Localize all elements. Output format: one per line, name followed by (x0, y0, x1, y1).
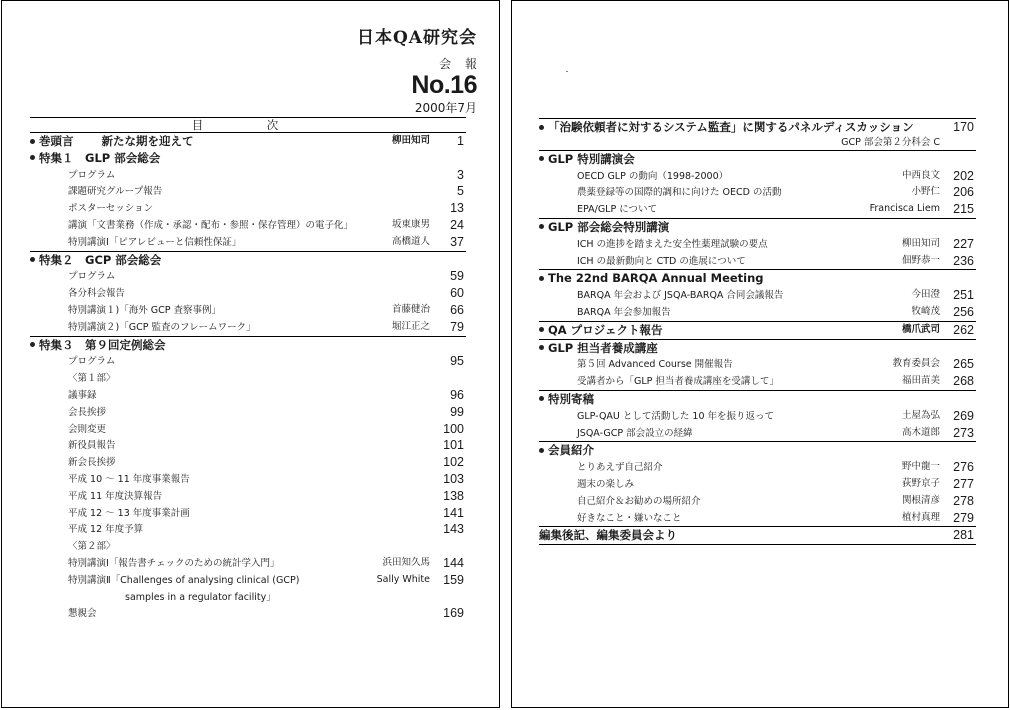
toc-entry-title (30, 489, 162, 506)
toc-entry-title (539, 202, 657, 219)
toc-entry-row (539, 476, 976, 493)
toc-entry-author: 浜田知久馬 (382, 556, 430, 568)
toc-entry-page: 273 (953, 425, 974, 440)
toc-entry-author: 中西良文 (901, 169, 940, 181)
toc-section-row (30, 150, 466, 167)
toc-entry-page: 170 (953, 120, 974, 134)
bullet-icon (539, 156, 544, 161)
toc-entry-row (539, 253, 976, 271)
issue-number: No.16 (411, 71, 477, 99)
toc-entry-page: 5 (457, 184, 464, 199)
toc-entry-title (539, 442, 594, 459)
toc-entry-title-text: JSQA-GCP 部会設立の経緯 (577, 427, 693, 439)
toc-entry-title-text: GLP 特別講演会 (548, 151, 635, 166)
toc-entry-title (539, 374, 779, 391)
toc-entry-title-text: とりあえず自己紹介 (577, 462, 663, 474)
toc-entry-title-text: 農薬登録等の国際的調和に向けた OECD の活動 (577, 187, 782, 199)
toc-entry-row (30, 589, 466, 606)
toc-entry-author: 教育委員会 (892, 358, 940, 370)
toc-entry-title-text: 新役員報告 (68, 440, 116, 452)
toc-entry-title-text: OECD GLP の動向（1998-2000） (577, 170, 729, 182)
toc-entry-title (30, 201, 153, 218)
toc-entry-row (30, 521, 466, 538)
toc-entry-page: 13 (450, 201, 464, 216)
toc-entry-subtitle: 新たな期を迎えて (101, 134, 194, 148)
toc-entry-author: 荻野京子 (901, 477, 940, 489)
toc-entry-title (30, 422, 106, 439)
toc-entry-page: 59 (450, 269, 464, 284)
toc-entry-page: 276 (953, 460, 974, 475)
toc-entry-author: 今田澄 (911, 289, 940, 301)
toc-entry-row (30, 167, 466, 184)
toc-entry-page: 236 (953, 253, 974, 268)
toc-entry-title (539, 237, 768, 254)
toc-entry-title-text: samples in a regulator facility」 (125, 591, 276, 603)
toc-entry-row (30, 555, 466, 572)
toc-entry-page: 279 (953, 510, 974, 525)
toc-entry-row (30, 471, 466, 488)
toc-entry-author: 高橋道人 (391, 235, 430, 247)
toc-entry-page: 269 (953, 408, 974, 423)
toc-entry-title (539, 494, 701, 511)
organization-name: 日本QA研究会 (357, 28, 477, 48)
toc-entry-title (30, 286, 125, 303)
toc-entry-author: 牧崎茂 (911, 305, 940, 317)
toc-entry-title-text: 週末の楽しみ (577, 478, 635, 490)
toc-entry-title-text: プログラム (68, 169, 116, 181)
toc-entry-title-text: 巻頭言 (39, 134, 74, 148)
toc-entry-title (30, 269, 115, 286)
toc-entry-row (30, 404, 466, 421)
toc-entry-title (30, 455, 116, 472)
toc-entry-author: 福田苗美 (901, 375, 940, 387)
toc-entry-page: 281 (953, 528, 974, 543)
toc-entry-title-text: 好きなこと・嫌いなこと (577, 512, 682, 524)
toc-entry-row (539, 356, 976, 373)
toc-entry-title (30, 506, 190, 523)
publication-kind: 会 報 (439, 57, 482, 71)
toc-entry-page: 100 (443, 421, 464, 436)
toc-heading: 目 次 (30, 117, 466, 133)
toc-entry-row (539, 168, 976, 185)
toc-entry-row (30, 370, 466, 387)
toc-entry-page: 60 (450, 286, 464, 301)
bullet-icon (30, 257, 35, 262)
toc-entry-title (539, 185, 781, 202)
toc-entry-page: 143 (443, 522, 464, 537)
toc-entry-title (539, 169, 728, 186)
toc-entry-title-text: プログラム (68, 356, 116, 368)
toc-section-row (539, 340, 976, 357)
toc-entry-title-text: 平成 12 年度予算 (68, 524, 144, 536)
toc-entry-author: 関根清彦 (901, 494, 940, 506)
toc-entry-title-text: 会則変更 (68, 423, 107, 435)
toc-entry-title-text: BARQA 年会および JSQA-BARQA 合同会議報告 (577, 290, 784, 302)
toc-entry-row (30, 285, 466, 302)
toc-entry-author: GCP 部会第２分科会 C (841, 136, 940, 148)
toc-entry-title-text: 特集２ GCP 部会総会 (39, 252, 162, 267)
toc-entry-page: 66 (450, 302, 464, 317)
toc-entry-page: 256 (953, 304, 974, 319)
toc-entry-title-text: GLP 担当者養成講座 (548, 340, 658, 355)
toc-entry-title-text: 会員紹介 (548, 443, 594, 458)
toc-entry-title-text: 「治験依頼者に対するシステム監査」に関するパネルディスカッション (548, 120, 914, 134)
toc-entry-author: Francisca Liem (869, 203, 940, 215)
bullet-icon (30, 155, 35, 160)
toc-entry-title (30, 184, 162, 201)
toc-entry-row (539, 236, 976, 253)
toc-entry-row (30, 538, 466, 555)
toc-entry-title-text: 特別講演Ⅰ「報告書チェックのための統計学入門」 (68, 557, 280, 569)
toc-entry-title (539, 426, 693, 443)
toc-entry-title (539, 151, 635, 168)
toc-entry-page: 251 (953, 288, 974, 303)
toc-entry-row (539, 304, 976, 322)
toc-entry-title (539, 391, 594, 408)
toc-entry-page: 95 (450, 354, 464, 369)
toc-entry-title-text: 課題研究グループ報告 (68, 186, 163, 198)
bullet-icon (30, 139, 35, 144)
toc-entry-row (539, 287, 976, 304)
toc-section-row (539, 270, 976, 287)
toc-entry-title (30, 320, 256, 337)
toc-entry-author: 野中龍一 (901, 461, 940, 473)
toc-entry-title-text: 第５回 Advanced Course 開催報告 (577, 359, 733, 371)
toc-entry-row (539, 510, 976, 528)
toc-entry-title (30, 133, 194, 150)
toc-entry-title (30, 337, 166, 354)
toc-entry-title-text: 平成 11 年度決算報告 (68, 490, 163, 502)
toc-entry-page: 96 (450, 387, 464, 402)
toc-entry-row (30, 353, 466, 370)
toc-entry-author: 首藤健治 (391, 303, 430, 315)
toc-entry-page: 278 (953, 493, 974, 508)
toc-entry-title-text: 〈第２部〉 (68, 541, 116, 553)
toc-entry-title (539, 477, 634, 494)
toc-entry-title-text: 特別講演２)「GCP 監査のフレームワーク」 (68, 321, 256, 333)
toc-entry-page: 268 (953, 374, 974, 389)
toc-entry-author: 堀江正之 (391, 320, 430, 332)
toc-entry-row (30, 183, 466, 200)
toc-entry-title-text: 編集後記、編集委員会より (539, 528, 677, 543)
scan-speck (566, 71, 568, 72)
toc-entry-page: 3 (457, 167, 464, 182)
toc-entry-author: 土屋為弘 (901, 409, 940, 421)
bullet-icon (539, 276, 544, 281)
issue-date: 2000年7月 (414, 101, 477, 115)
toc-entry-title (539, 527, 677, 544)
toc-entry-page: 215 (953, 202, 974, 217)
toc-entry-row (30, 387, 466, 404)
toc-entry-row (30, 437, 466, 454)
toc-entry-row (539, 136, 976, 151)
toc-entry-row (30, 302, 466, 319)
toc-entry-title-text: 受講者から「GLP 担当者養成講座を受講して」 (577, 376, 779, 388)
toc-entry-page: 227 (953, 236, 974, 251)
bullet-icon (539, 396, 544, 401)
toc-entry-title (539, 409, 774, 426)
toc-entry-page: 202 (953, 168, 974, 183)
toc-entry-title-text: プログラム (68, 271, 116, 283)
toc-section-row (539, 527, 976, 545)
toc-entry-author: 柳田知司 (391, 135, 430, 146)
toc-left-column (30, 117, 466, 622)
toc-entry-page: 101 (443, 438, 464, 453)
toc-entry-title (539, 511, 682, 528)
toc-entry-page: 277 (953, 476, 974, 491)
toc-entry-page: 1 (457, 134, 464, 148)
toc-entry-title-text: EPA/GLP について (577, 204, 658, 216)
toc-entry-title-text: ICH の進捗を踏まえた安全性薬理試験の要点 (577, 238, 768, 250)
toc-entry-title-text: 平成 10 ～ 11 年度事業報告 (68, 473, 190, 485)
toc-section-row (539, 391, 976, 408)
toc-entry-title (539, 119, 914, 136)
toc-entry-title-text: 懇親会 (68, 608, 97, 620)
toc-entry-title (30, 522, 143, 539)
toc-entry-page: 141 (443, 505, 464, 520)
toc-entry-title (539, 460, 663, 477)
toc-entry-row (30, 421, 466, 438)
toc-entry-title (30, 150, 160, 167)
toc-entry-title-text: The 22nd BARQA Annual Meeting (548, 271, 764, 286)
toc-entry-page: 169 (443, 606, 464, 621)
toc-entry-title-text: GLP-QAU として活動した 10 年を振り返って (577, 410, 775, 422)
toc-entry-title (30, 539, 116, 556)
toc-entry-author: 橋爪武司 (901, 323, 940, 335)
toc-entry-title-text: 議事録 (68, 389, 97, 401)
toc-right-column (539, 118, 976, 545)
toc-entry-row (30, 234, 466, 252)
toc-entry-title-text: 特別寄稿 (548, 391, 594, 406)
toc-entry-title (539, 219, 669, 236)
toc-entry-title (30, 218, 353, 235)
toc-entry-row (539, 184, 976, 201)
toc-entry-title-text: QA プロジェクト報告 (548, 322, 663, 337)
toc-entry-row (539, 459, 976, 476)
toc-entry-row (30, 572, 466, 589)
toc-entry-title (30, 168, 115, 185)
bullet-icon (539, 345, 544, 350)
toc-entry-title-text: 特別講演Ⅱ「Challenges of analysing clinical (GCP) (68, 574, 300, 586)
toc-entry-row (30, 200, 466, 217)
toc-section-row (539, 442, 976, 459)
toc-entry-title (539, 322, 662, 339)
toc-entry-title (539, 340, 658, 357)
toc-section-row (30, 133, 466, 150)
toc-entry-row (30, 488, 466, 505)
toc-entry-title (30, 590, 276, 607)
toc-entry-title (30, 606, 97, 623)
toc-entry-row (539, 408, 976, 425)
toc-section-row (30, 337, 466, 354)
toc-entry-title (539, 288, 783, 305)
toc-entry-title (539, 305, 671, 322)
toc-entry-title (30, 371, 116, 388)
toc-section-row (539, 322, 976, 340)
toc-entry-page: 37 (450, 234, 464, 249)
toc-entry-page: 159 (443, 572, 464, 587)
toc-entry-title-text: 新会長挨拶 (68, 457, 116, 469)
toc-entry-title-text: 特別講演１)「海外 GCP 査察事例」 (68, 304, 221, 316)
toc-entry-title (30, 354, 115, 371)
toc-entry-page: 138 (443, 488, 464, 503)
toc-entry-title (30, 303, 221, 320)
toc-entry-title (30, 235, 241, 252)
toc-entry-title (30, 556, 280, 573)
toc-entry-author: 坂東康男 (391, 218, 430, 230)
toc-entry-page: 24 (450, 217, 464, 232)
toc-entry-title-text: GLP 部会総会特別講演 (548, 219, 670, 234)
bullet-icon (539, 448, 544, 453)
toc-entry-title (30, 405, 106, 422)
toc-entry-title-text: 〈第１部〉 (68, 373, 116, 385)
toc-entry-title-text: 会長挨拶 (68, 406, 107, 418)
toc-entry-title-text: 特集３ 第９回定例総会 (39, 337, 166, 352)
toc-entry-author: 柳田知司 (901, 237, 940, 249)
toc-entry-title-text: ICH の最新動向と CTD の進展について (577, 255, 746, 267)
toc-entry-title-text: 特別講演Ⅰ「ピアレビューと信頼性保証」 (68, 236, 242, 248)
toc-entry-title (30, 252, 161, 269)
toc-entry-page: 262 (953, 322, 974, 337)
toc-entry-page: 102 (443, 455, 464, 470)
toc-entry-title (30, 438, 116, 455)
toc-entry-title-text: 特集１ GLP 部会総会 (39, 150, 161, 165)
toc-entry-page: 99 (450, 404, 464, 419)
toc-entry-author: 佃野恭一 (901, 254, 940, 266)
masthead (357, 23, 482, 116)
bullet-icon (30, 342, 35, 347)
toc-entry-title-text: 各分科会報告 (68, 288, 126, 300)
toc-entry-row (30, 505, 466, 522)
bullet-icon (539, 327, 544, 332)
toc-section-row (539, 219, 976, 236)
toc-entry-title-text: 平成 12 ～ 13 年度事業計画 (68, 507, 190, 519)
toc-entry-title-text: BARQA 年会参加報告 (577, 306, 671, 318)
toc-section-row (539, 151, 976, 168)
toc-entry-row (539, 373, 976, 391)
bullet-icon (539, 125, 544, 130)
toc-entry-title (539, 254, 746, 271)
toc-entry-page: 144 (443, 555, 464, 570)
toc-entry-title (539, 270, 764, 287)
toc-entry-page: 206 (953, 185, 974, 200)
toc-entry-title-text: 自己紹介＆お勧めの場所紹介 (577, 495, 701, 507)
toc-entry-author: 高木道郎 (901, 426, 940, 438)
toc-entry-page: 103 (443, 471, 464, 486)
toc-entry-title (30, 388, 97, 405)
toc-entry-author: 植村真理 (901, 511, 940, 523)
toc-entry-page: 79 (450, 319, 464, 334)
toc-entry-row (539, 493, 976, 510)
toc-entry-row (539, 425, 976, 443)
toc-entry-title-text: 講演「文書業務（作成・承認・配布・参照・保存管理）の電子化」 (68, 219, 354, 231)
toc-entry-title (539, 357, 733, 374)
toc-entry-row (30, 454, 466, 471)
toc-entry-row (30, 268, 466, 285)
toc-entry-title (30, 573, 299, 590)
toc-entry-page: 265 (953, 357, 974, 372)
toc-section-row (30, 252, 466, 269)
bullet-icon (539, 224, 544, 229)
toc-entry-author: 小野仁 (911, 186, 940, 198)
toc-entry-row (539, 201, 976, 219)
toc-section-row (539, 118, 976, 136)
toc-entry-row (30, 605, 466, 622)
toc-entry-title (30, 472, 190, 489)
toc-entry-author: Sally White (376, 573, 430, 585)
toc-entry-row (30, 319, 466, 337)
toc-entry-title-text: ポスターセッション (68, 203, 154, 215)
toc-entry-row (30, 217, 466, 234)
